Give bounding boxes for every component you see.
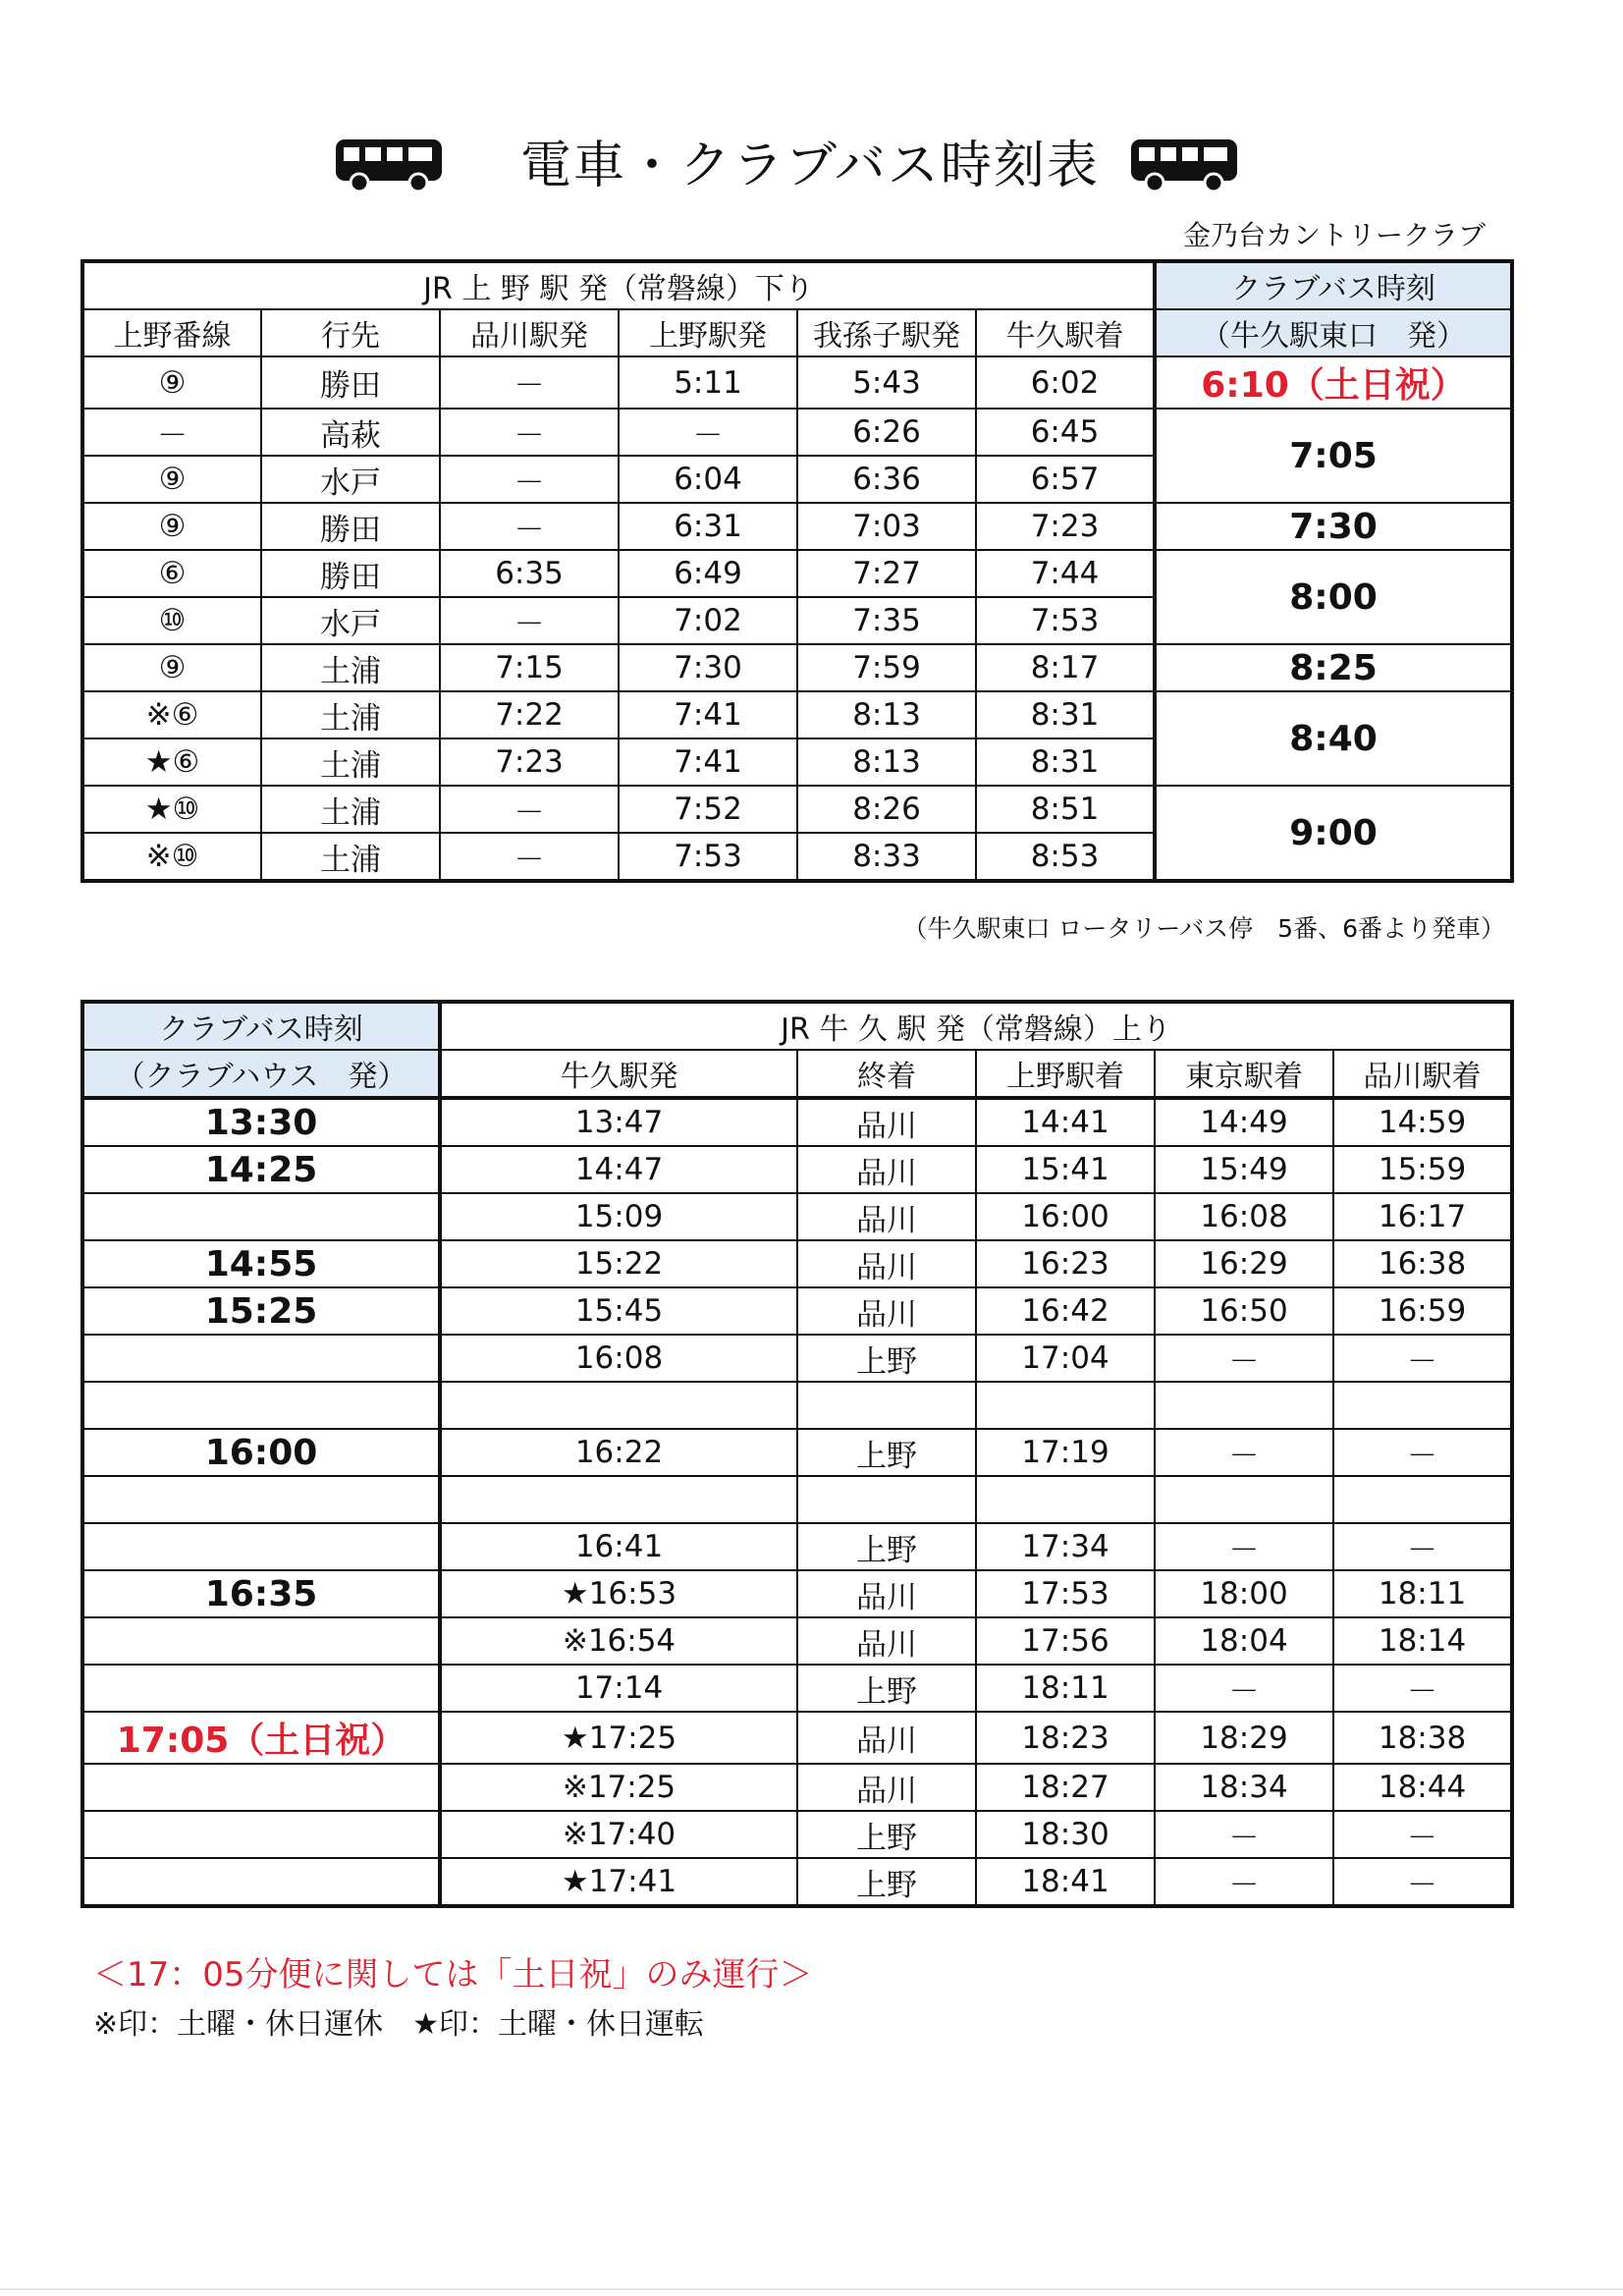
table-cell: 品川 [797,1240,976,1287]
table-cell: 6:26 [797,409,976,456]
table-cell: ⑨ [82,356,261,409]
table-cell: 上野 [797,1429,976,1476]
table-cell: 17:04 [976,1335,1155,1382]
table-cell: 6:45 [976,409,1155,456]
col-header: 品川駅発 [440,309,619,356]
table-row [82,503,1512,550]
table-row [82,1429,1512,1476]
table-cell: 8:51 [976,786,1155,833]
col-header: 上野駅発 [619,309,797,356]
operation-note: ＜17：05分便に関しては「土日祝」のみ運行＞ [93,1955,813,1995]
table-cell: 7:59 [797,644,976,691]
table-cell: ※16:54 [440,1617,797,1665]
table-cell: 6:02 [976,356,1155,409]
table-cell [797,1476,976,1523]
table-row [82,1764,1512,1811]
table-cell: 8:17 [976,644,1155,691]
table-row [82,409,1512,456]
table-cell: 15:41 [976,1146,1155,1193]
table-row [82,1240,1512,1287]
table-cell [976,1382,1155,1429]
table-cell: ★⑥ [82,738,261,786]
down-timetable [81,259,1514,883]
table-cell: 7:22 [440,691,619,738]
table-cell: 5:43 [797,356,976,409]
table-cell: 品川 [797,1193,976,1240]
table-cell: 土浦 [261,738,440,786]
bus-subheader: （牛久駅東口 発） [1155,309,1512,356]
table-row [82,1665,1512,1712]
legend: ※印：土曜・休日運休 ★印：土曜・休日運転 [93,2007,705,2042]
table-cell: 15:45 [440,1287,797,1335]
table-cell [976,1476,1155,1523]
table-cell: ⑥ [82,550,261,597]
table-cell: 18:11 [976,1665,1155,1712]
table-cell: 8:33 [797,833,976,881]
table-cell: 水戸 [261,597,440,644]
table-cell: 6:49 [619,550,797,597]
table-cell: 品川 [797,1098,976,1146]
table-cell: 7:03 [797,503,976,550]
table-cell: 7:30 [619,644,797,691]
table-cell: 土浦 [261,786,440,833]
bus-icon [334,136,444,194]
bus-time: 6:10（土日祝） [1155,356,1512,409]
bus-time: 14:55 [82,1240,440,1287]
bus-time [82,1523,440,1570]
table-row [82,1287,1512,1335]
bus-time: 16:35 [82,1570,440,1617]
bus-time: 8:25 [1155,644,1512,691]
table-cell: 上野 [797,1811,976,1858]
table-cell: 14:47 [440,1146,797,1193]
table-cell: 上野 [797,1665,976,1712]
table-cell: － [440,456,619,503]
table-cell: 5:11 [619,356,797,409]
table-cell: － [440,597,619,644]
table-cell: 15:49 [1155,1146,1333,1193]
table-cell: ★16:53 [440,1570,797,1617]
table-cell: 品川 [797,1146,976,1193]
table-cell: 18:00 [1155,1570,1333,1617]
table-cell: 水戸 [261,456,440,503]
table-cell: 15:09 [440,1193,797,1240]
table-cell: 18:38 [1333,1712,1512,1764]
table-row [82,691,1512,738]
table-cell: 18:14 [1333,1617,1512,1665]
table-row [82,1858,1512,1906]
divider [0,2288,1623,2290]
table-cell: ★17:41 [440,1858,797,1906]
table-cell: － [1333,1523,1512,1570]
table-cell: 18:41 [976,1858,1155,1906]
table-cell [1155,1382,1333,1429]
table-cell: 16:38 [1333,1240,1512,1287]
table-cell: 7:52 [619,786,797,833]
table-cell: 7:41 [619,738,797,786]
table-cell: 18:30 [976,1811,1155,1858]
table-cell: 8:13 [797,738,976,786]
bus-time: 16:00 [82,1429,440,1476]
table-cell: ⑨ [82,644,261,691]
table-cell: 17:53 [976,1570,1155,1617]
bus-time [82,1858,440,1906]
table-cell: 16:22 [440,1429,797,1476]
table-cell: － [440,786,619,833]
table-cell: 16:41 [440,1523,797,1570]
table-cell: ★17:25 [440,1712,797,1764]
table-cell [1155,1476,1333,1523]
table-cell: 上野 [797,1335,976,1382]
bus-time: 7:30 [1155,503,1512,550]
table-cell: 18:29 [1155,1712,1333,1764]
table-cell: 18:27 [976,1764,1155,1811]
table-row [82,356,1512,409]
table-cell: 18:23 [976,1712,1155,1764]
title-row [0,120,1623,198]
table-cell: － [619,409,797,456]
table-cell: 8:31 [976,738,1155,786]
down-header: JR 上 野 駅 発（常磐線）下り [82,261,1155,309]
table-cell: ⑨ [82,503,261,550]
col-header: 東京駅着 [1155,1050,1333,1098]
table-cell: 16:08 [1155,1193,1333,1240]
bus-time: 9:00 [1155,786,1512,881]
bus-time: 13:30 [82,1098,440,1146]
table-cell: ※17:40 [440,1811,797,1858]
col-header: 終着 [797,1050,976,1098]
table-cell: 6:35 [440,550,619,597]
table-cell: 14:49 [1155,1098,1333,1146]
table-cell: 8:26 [797,786,976,833]
table-row [82,1335,1512,1382]
table-cell: 上野 [797,1858,976,1906]
col-header: 牛久駅発 [440,1050,797,1098]
bus-time [82,1764,440,1811]
table-cell: 土浦 [261,691,440,738]
table-cell: － [1333,1811,1512,1858]
table-cell: 18:34 [1155,1764,1333,1811]
table-cell: － [1155,1811,1333,1858]
club-name: 金乃台カントリークラブ [1182,219,1486,251]
table-row [82,1811,1512,1858]
table-row [82,1570,1512,1617]
table-cell: 勝田 [261,356,440,409]
table-cell: 上野 [797,1523,976,1570]
table-cell: 高萩 [261,409,440,456]
table-cell: 13:47 [440,1098,797,1146]
table-cell: 6:57 [976,456,1155,503]
table-cell: 7:15 [440,644,619,691]
bus-time [82,1617,440,1665]
table-cell [440,1382,797,1429]
bus-time: 7:05 [1155,409,1512,503]
bus-time [82,1811,440,1858]
table-cell: 勝田 [261,550,440,597]
table-cell: － [1333,1665,1512,1712]
table-cell: 18:44 [1333,1764,1512,1811]
bus-time: 8:00 [1155,550,1512,644]
table-cell: 6:31 [619,503,797,550]
table-cell: － [440,503,619,550]
table-row [82,1523,1512,1570]
table-cell: ※⑥ [82,691,261,738]
col-header: 牛久駅着 [976,309,1155,356]
table-cell: ⑩ [82,597,261,644]
up-header: JR 牛 久 駅 発（常磐線）上り [440,1002,1512,1050]
table-cell: 品川 [797,1712,976,1764]
table-cell: 6:04 [619,456,797,503]
page-title: 電車・クラブバス時刻表 [520,137,1100,195]
table-row [82,1098,1512,1146]
table-row [82,1382,1512,1429]
bus-time [82,1665,440,1712]
table-cell: 品川 [797,1287,976,1335]
table-cell: 土浦 [261,833,440,881]
table-cell: 7:23 [976,503,1155,550]
bus-time [82,1476,440,1523]
table-cell: － [82,409,261,456]
table-cell: ★⑩ [82,786,261,833]
up-timetable [81,1000,1514,1908]
table-cell: 17:34 [976,1523,1155,1570]
table-cell: 6:36 [797,456,976,503]
col-header: 上野駅着 [976,1050,1155,1098]
table-cell: 勝田 [261,503,440,550]
table-cell: － [1155,1429,1333,1476]
bus-time [82,1335,440,1382]
bus-stop-note: （牛久駅東口 ロータリーバス停 5番、6番より発車） [902,914,1505,943]
table-cell: 16:17 [1333,1193,1512,1240]
table-cell: － [1333,1858,1512,1906]
table-cell: 16:08 [440,1335,797,1382]
table-cell: 16:23 [976,1240,1155,1287]
table-cell: 18:04 [1155,1617,1333,1665]
table-cell [440,1476,797,1523]
table-cell: 8:31 [976,691,1155,738]
table-row [82,550,1512,597]
col-header: 行先 [261,309,440,356]
table-cell: － [1333,1335,1512,1382]
table-cell: 8:13 [797,691,976,738]
up-bus-header: クラブバス時刻 [82,1002,440,1050]
bus-subheader: （クラブハウス 発） [82,1050,440,1098]
table-cell: 8:53 [976,833,1155,881]
table-cell: － [1155,1858,1333,1906]
table-cell: － [440,356,619,409]
bus-time: 14:25 [82,1146,440,1193]
bus-time: 8:40 [1155,691,1512,786]
table-cell: － [440,409,619,456]
table-cell: 7:53 [976,597,1155,644]
table-cell: 16:59 [1333,1287,1512,1335]
table-cell: － [1155,1335,1333,1382]
table-cell: 品川 [797,1570,976,1617]
table-cell: － [1333,1429,1512,1476]
table-cell: 7:27 [797,550,976,597]
table-cell: 土浦 [261,644,440,691]
table-cell: 17:19 [976,1429,1155,1476]
col-header: 上野番線 [82,309,261,356]
table-cell: 7:23 [440,738,619,786]
table-cell: 7:02 [619,597,797,644]
table-cell: － [440,833,619,881]
table-cell [1333,1476,1512,1523]
down-bus-header: クラブバス時刻 [1155,261,1512,309]
table-cell: 品川 [797,1764,976,1811]
table-cell: ※17:25 [440,1764,797,1811]
table-row [82,786,1512,833]
col-header: 我孫子駅発 [797,309,976,356]
table-cell: 16:29 [1155,1240,1333,1287]
bus-time [82,1382,440,1429]
table-row [82,644,1512,691]
table-cell: 18:11 [1333,1570,1512,1617]
table-cell: 17:56 [976,1617,1155,1665]
table-row [82,1712,1512,1764]
table-cell: ⑨ [82,456,261,503]
table-cell: 14:41 [976,1098,1155,1146]
table-cell: 7:44 [976,550,1155,597]
table-cell: 15:59 [1333,1146,1512,1193]
table-cell: － [1155,1523,1333,1570]
bus-time: 15:25 [82,1287,440,1335]
col-header: 品川駅着 [1333,1050,1512,1098]
table-cell: 17:14 [440,1665,797,1712]
table-cell: 7:53 [619,833,797,881]
table-cell: 16:42 [976,1287,1155,1335]
bus-icon [1129,136,1239,194]
bus-time [82,1193,440,1240]
table-cell: 14:59 [1333,1098,1512,1146]
bus-time: 17:05（土日祝） [82,1712,440,1764]
table-row [82,1476,1512,1523]
table-cell: 16:00 [976,1193,1155,1240]
table-row [82,1193,1512,1240]
table-cell: 7:35 [797,597,976,644]
table-cell: 品川 [797,1617,976,1665]
table-cell: 16:50 [1155,1287,1333,1335]
table-cell: － [1155,1665,1333,1712]
table-row [82,1617,1512,1665]
table-cell: 7:41 [619,691,797,738]
table-cell: ※⑩ [82,833,261,881]
table-cell: 15:22 [440,1240,797,1287]
table-row [82,1146,1512,1193]
table-cell [1333,1382,1512,1429]
table-cell [797,1382,976,1429]
